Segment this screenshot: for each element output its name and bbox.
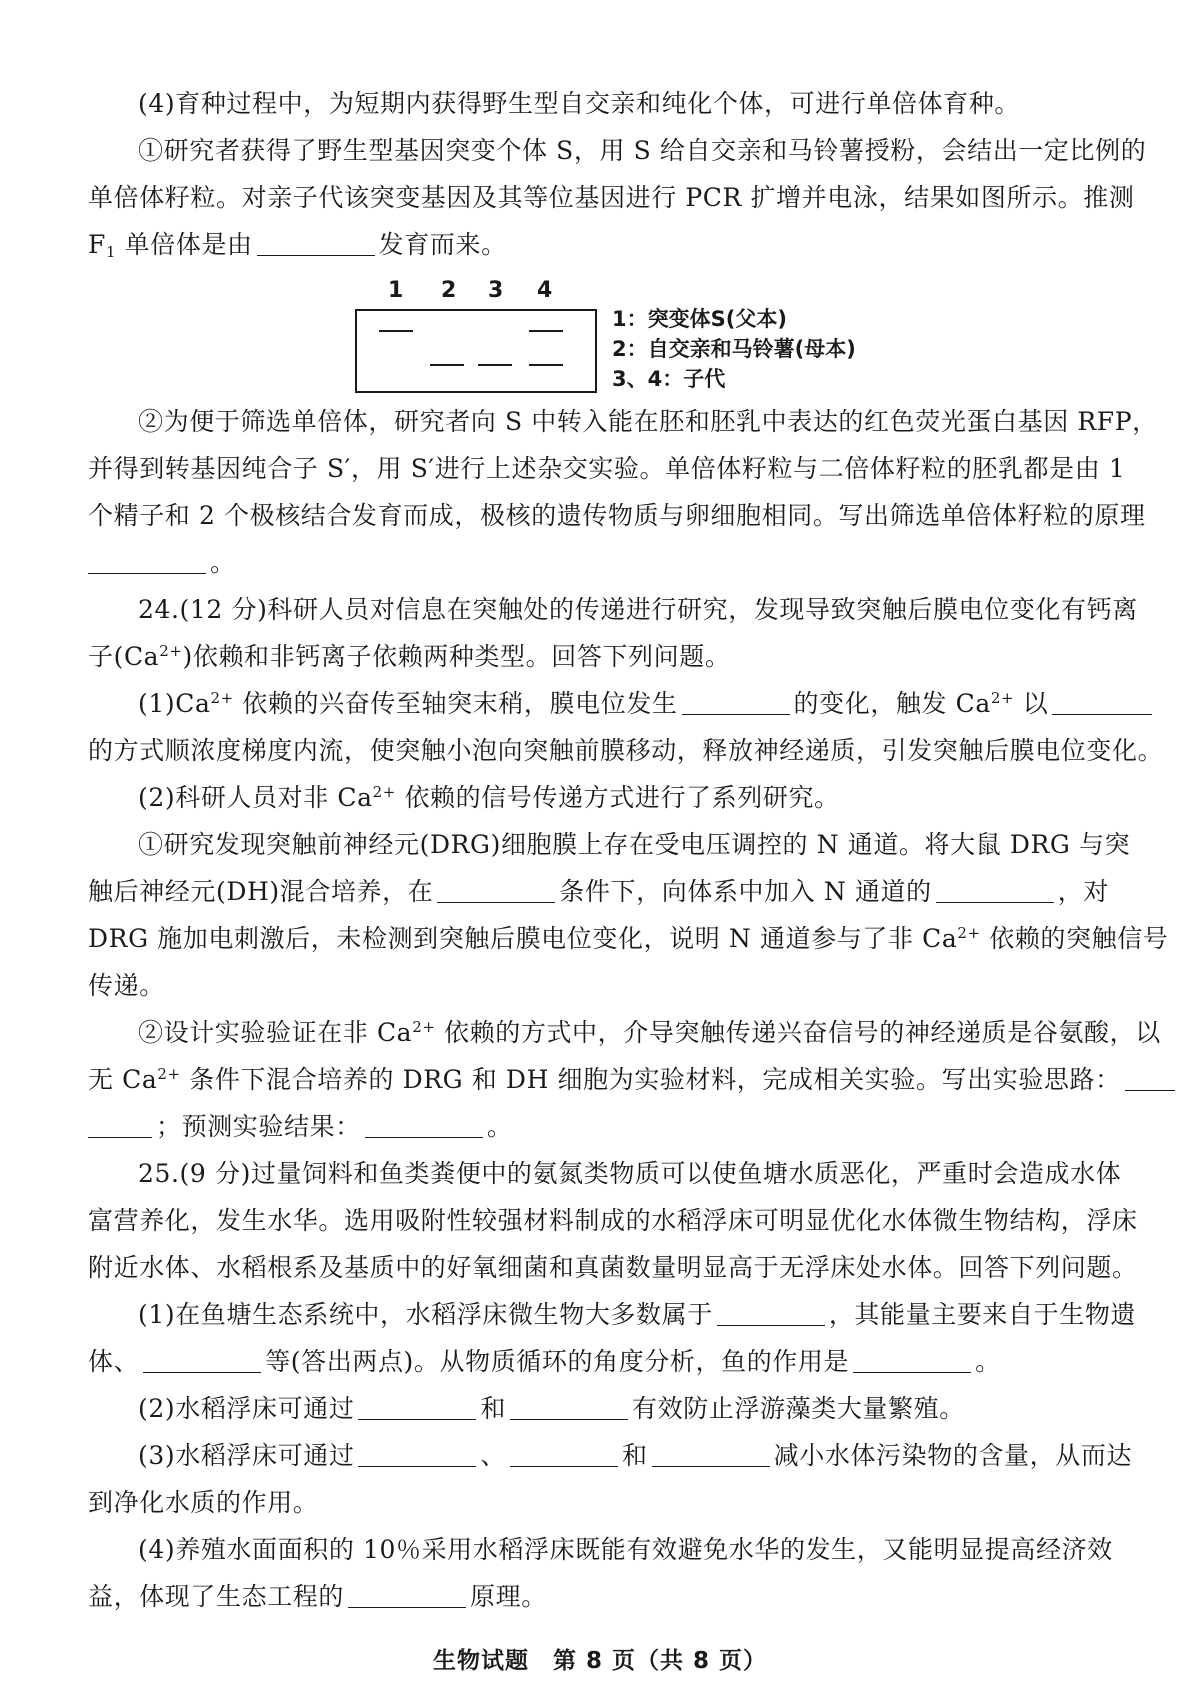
answer-blank[interactable]	[682, 713, 790, 715]
q25-stem-line3: 附近水体、水稻根系及基质中的好氧细菌和真菌数量明显高于无浮床处水体。回答下列问题。	[88, 1253, 1138, 1282]
lane-number: 4	[537, 278, 553, 303]
answer-blank[interactable]	[365, 1136, 483, 1138]
gel-box	[355, 309, 597, 393]
q25-stem-line2: 富营养化，发生水华。选用吸附性较强材料制成的水稻浮床可明显优化水体微生物结构，浮床	[88, 1206, 1138, 1235]
q24-part2-intro: (2)科研人员对非 $Ca^{2+}$ 依赖的信号传递方式进行了系列研究。	[138, 783, 840, 812]
q23-sub2-line4: 。	[88, 539, 1140, 586]
page-footer: 生物试题 第 8 页（共 8 页）	[432, 1648, 768, 1674]
q24-part2-sub2-line2: 无 $Ca^{2+}$ 条件下混合培养的 DRG 和 DH 细胞为实验材料，完成相关实验。写出实验思路：	[88, 1056, 1140, 1103]
gel-band	[529, 364, 563, 366]
answer-blank[interactable]	[853, 1371, 971, 1373]
q24-part2-sub2-line3: ；预测实验结果： 。	[88, 1103, 1140, 1150]
answer-blank[interactable]	[88, 572, 206, 574]
q25-part2: (2)水稻浮床可通过 和 有效防止浮游藻类大量繁殖。	[138, 1394, 965, 1423]
answer-blank[interactable]	[257, 254, 375, 256]
answer-blank[interactable]	[510, 1418, 628, 1420]
lane-number: 2	[441, 278, 457, 303]
gel-band	[379, 330, 413, 332]
gel-band	[529, 330, 563, 332]
answer-blank[interactable]	[936, 901, 1054, 903]
q24-part2-sub1-line2: 触后神经元(DH)混合培养，在 条件下，向体系中加入 N 通道的 ，对	[88, 877, 1109, 906]
q25-stem-line1: 25.(9 分)过量饲料和鱼类粪便中的氨氮类物质可以使鱼塘水质恶化，严重时会造成水体	[138, 1159, 1122, 1188]
answer-blank[interactable]	[143, 1371, 261, 1373]
lane-number: 1	[388, 278, 404, 303]
q24-part1-line2: 的方式顺浓度梯度内流，使突触小泡向突触前膜移动，释放神经递质，引发突触后膜电位变化。	[88, 736, 1164, 765]
q24-part2-sub1-line3: DRG 施加电刺激后，未检测到突触后膜电位变化，说明 N 通道参与了非 $Ca^{2+}$ 依赖的突触信号	[88, 924, 1169, 953]
q25-part1-line1: (1)在鱼塘生态系统中，水稻浮床微生物大多数属于 ，其能量主要来自于生物遗	[138, 1300, 1137, 1329]
q24-part2-sub1-line4: 传递。	[88, 971, 165, 1000]
answer-blank[interactable]	[348, 1606, 466, 1608]
q23-sub2-line1: ②为便于筛选单倍体，研究者向 S 中转入能在胚和胚乳中表达的红色荧光蛋白基因 RFP，	[138, 407, 1158, 436]
gel-band	[478, 364, 512, 366]
q24-part1-line1: $(1)Ca^{2+}$ 依赖的兴奋传至轴突末稍，膜电位发生 的变化，触发 $Ca^{2+}$ 以	[88, 680, 1190, 727]
q23-part4-intro: (4)育种过程中，为短期内获得野生型自交亲和纯化个体，可进行单倍体育种。	[138, 89, 1021, 118]
q23-sub1-line1: ①研究者获得了野生型基因突变个体 S，用 S 给自交亲和马铃薯授粉，会结出一定比例的	[138, 136, 1147, 165]
answer-blank[interactable]	[358, 1418, 476, 1420]
q23-sub2-line2: 并得到转基因纯合子 S′，用 S′进行上述杂交实验。单倍体籽粒与二倍体籽粒的胚乳都是由 1	[88, 454, 1126, 483]
q23-sub1-line3: $F_1$ 单倍体是由 发育而来。	[88, 230, 507, 261]
gel-band	[430, 364, 464, 366]
q24-part2-sub1-line1: ①研究发现突触前神经元(DRG)细胞膜上存在受电压调控的 N 通道。将大鼠 DRG 与突	[138, 830, 1131, 859]
lane-number: 3	[488, 278, 504, 303]
q25-part4-line1: (4)养殖水面面积的 10％采用水稻浮床既能有效避免水华的发生，又能明显提高经济效	[138, 1535, 1113, 1564]
q24-part2-sub2-line1: ②设计实验验证在非 $Ca^{2+}$ 依赖的方式中，介导突触传递兴奋信号的神经递质是谷氨酸，以	[138, 1018, 1161, 1047]
answer-blank[interactable]	[652, 1465, 770, 1467]
answer-blank[interactable]	[717, 1324, 825, 1326]
q25-part3-line1: (3)水稻浮床可通过 、 和 减小水体污染物的含量，从而达	[138, 1441, 1133, 1470]
answer-blank[interactable]	[1052, 713, 1152, 715]
answer-blank[interactable]	[510, 1465, 618, 1467]
gel-legend-item: 1：突变体S(父本)	[612, 307, 787, 331]
answer-blank[interactable]	[1125, 1089, 1175, 1091]
q24-stem-line1: 24.(12 分)科研人员对信息在突触处的传递进行研究，发现导致突触后膜电位变化有钙离	[138, 595, 1138, 624]
answer-blank[interactable]	[437, 901, 555, 903]
q25-part1-line2: 体、 等(答出两点)。从物质循环的角度分析，鱼的作用是 。	[88, 1347, 1001, 1376]
gel-legend-item: 2：自交亲和马铃薯(母本)	[612, 337, 856, 361]
q23-sub2-line3: 个精子和 2 个极核结合发育而成，极核的遗传物质与卵细胞相同。写出筛选单倍体籽粒的原理	[88, 501, 1146, 530]
q25-part4-line2: 益，体现了生态工程的 原理。	[88, 1582, 547, 1611]
q25-part3-line2: 到净化水质的作用。	[88, 1488, 319, 1517]
gel-legend-item: 3、4：子代	[612, 367, 726, 391]
answer-blank[interactable]	[358, 1465, 476, 1467]
q23-sub1-line2: 单倍体籽粒。对亲子代该突变基因及其等位基因进行 PCR 扩增并电泳，结果如图所示。推测	[88, 183, 1135, 212]
answer-blank[interactable]	[88, 1136, 152, 1138]
q24-stem-line2: 子$(Ca^{2+})$依赖和非钙离子依赖两种类型。回答下列问题。	[88, 642, 731, 671]
